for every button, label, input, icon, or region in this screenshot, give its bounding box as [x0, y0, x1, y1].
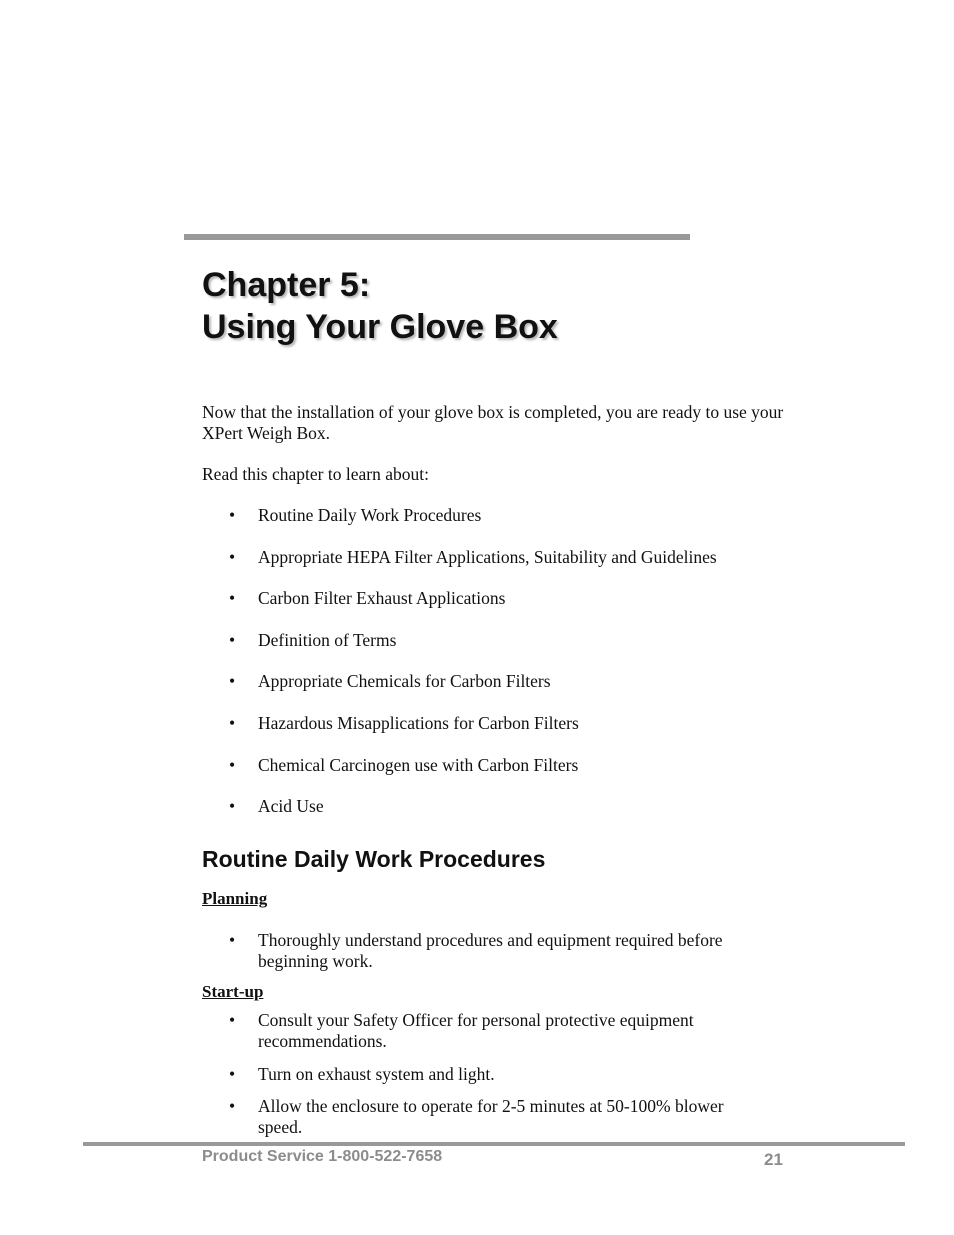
topic-text: Carbon Filter Exhaust Applications [258, 588, 506, 609]
intro-paragraph: Now that the installation of your glove box is completed, you are ready to use your XPert Weigh Box. [202, 402, 784, 443]
list-item [202, 713, 802, 734]
bullet-icon: • [229, 1064, 236, 1084]
list-item [202, 505, 802, 526]
chapter-topics-list [202, 505, 802, 817]
list-item [202, 1010, 802, 1052]
bullet-icon: • [229, 796, 236, 817]
list-item [202, 796, 802, 817]
chapter-top-rule [184, 234, 690, 240]
topic-text: Routine Daily Work Procedures [258, 505, 482, 525]
startup-item-text: Turn on exhaust system and light. [258, 1064, 495, 1084]
topic-text: Appropriate Chemicals for Carbon Filters [258, 671, 551, 692]
bullet-icon: • [229, 629, 236, 650]
startup-list [202, 1010, 802, 1138]
bullet-icon: • [229, 712, 236, 733]
section-heading: Routine Daily Work Procedures [202, 846, 546, 872]
topic-text: Definition of Terms [258, 629, 397, 650]
topic-text: Acid Use [258, 796, 324, 817]
intro-lead-in: Read this chapter to learn about: [202, 464, 429, 484]
startup-item-text: Allow the enclosure to operate for 2-5 minutes at 50-100% blower speed. [258, 1096, 724, 1137]
bullet-icon: • [229, 754, 236, 775]
list-item [202, 755, 802, 776]
topic-text: Chemical Carcinogen use with Carbon Filters [258, 754, 579, 775]
list-item [202, 588, 802, 609]
list-item [202, 547, 802, 568]
startup-subheading: Start-up [202, 982, 264, 1001]
list-item [202, 930, 802, 972]
footer-rule [83, 1142, 905, 1146]
bullet-icon: • [229, 930, 236, 950]
chapter-name: Using Your Glove Box [202, 308, 558, 346]
topic-text: Appropriate HEPA Filter Applications, Suitability and Guidelines [258, 546, 717, 567]
topic-text: Hazardous Misapplications for Carbon Filters [258, 712, 579, 733]
chapter-title [202, 264, 558, 348]
chapter-number: Chapter 5: [202, 266, 371, 304]
list-item [202, 671, 802, 692]
planning-item-text: Thoroughly understand procedures and equipment required before beginning work. [258, 930, 723, 971]
list-item [202, 1064, 802, 1085]
planning-list [202, 930, 802, 972]
bullet-icon: • [229, 1010, 236, 1030]
footer-service-line: Product Service 1-800-522-7658 [202, 1148, 443, 1165]
bullet-icon: • [229, 588, 236, 609]
bullet-icon: • [229, 505, 236, 525]
page-number: 21 [764, 1150, 783, 1169]
bullet-icon: • [229, 671, 236, 692]
list-item [202, 1096, 802, 1138]
planning-subheading: Planning [202, 889, 268, 908]
list-item [202, 630, 802, 651]
bullet-icon: • [229, 546, 236, 567]
startup-item-text: Consult your Safety Officer for personal protective equipment recommendations. [258, 1010, 694, 1051]
bullet-icon: • [229, 1096, 236, 1116]
